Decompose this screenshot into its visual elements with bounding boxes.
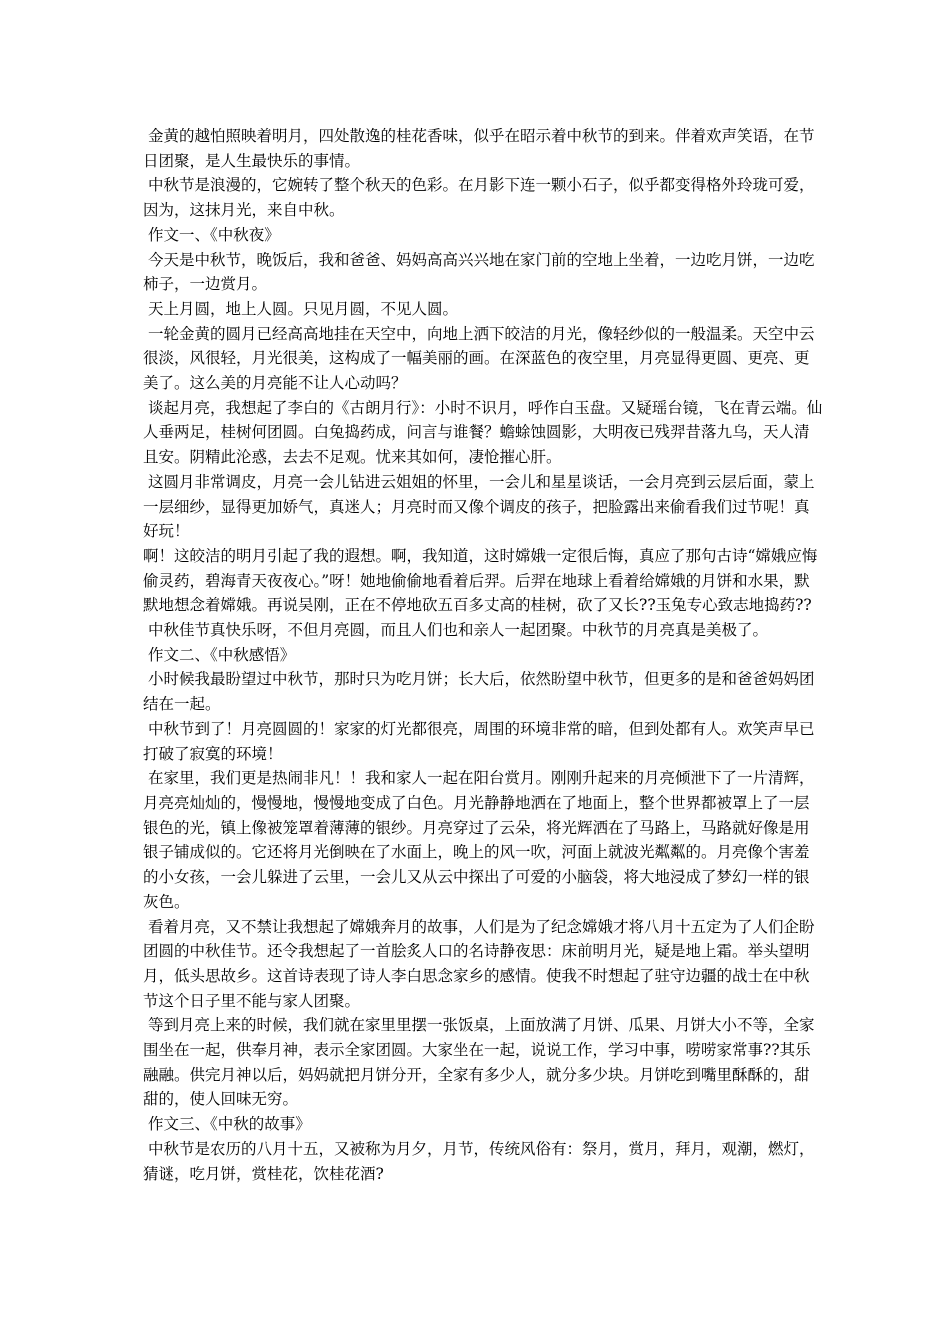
paragraph: 等到月亮上来的时候，我们就在家里里摆一张饭桌，上面放满了月饼、瓜果、月饼大小不等，全家围坐在一起，供奉月神，表示全家团圆。大家坐在一起，说说工作，学习中事，唠唠家常事??其乐融融。供完月神以后，妈妈就把月饼分开，全家有多少人，就分多少块。月饼吃到嘴里酥酥的，甜甜的，使人回味无穷。 [143,1016,815,1109]
section-heading: 作文二、《中秋感悟》 [143,645,296,664]
paragraph: 看着月亮，又不禁让我想起了嫦娥奔月的故事，人们是为了纪念嫦娥才将八月十五定为了人们企盼团圆的中秋佳节。还令我想起了一首脍炙人口的名诗静夜思：床前明月光，疑是地上霜。举头望明月，低头思故乡。这首诗表现了诗人李白思念家乡的感情。使我不时想起了驻守边疆的战士在中秋节这个日子里不能与家人团聚。 [143,917,815,1010]
paragraph: 金黄的越怕照映着明月，四处散逸的桂花香味，似乎在昭示着中秋节的到来。伴着欢声笑语，在节日团聚，是人生最快乐的事情。 [143,127,815,170]
paragraph: 在家里，我们更是热闹非凡！！我和家人一起在阳台赏月。刚刚升起来的月亮倾泄下了一片清辉，月亮亮灿灿的，慢慢地，慢慢地变成了白色。月光静静地洒在了地面上，整个世界都被罩上了一层银色的光，镇上像被笼罩着薄薄的银纱。月亮穿过了云朵，将光辉洒在了马路上，马路就好像是用银子铺成似的。它还将月光倒映在了水面上，晚上的风一吹，河面上就波光粼粼的。月亮像个害羞的小女孩，一会儿躲进了云里，一会儿又从云中探出了可爱的小脑袋，将大地浸成了梦幻一样的银灰色。 [143,769,815,911]
paragraph: 一轮金黄的圆月已经高高地挂在天空中，向地上洒下皎洁的月光，像轻纱似的一般温柔。天空中云很淡，风很轻，月光很美，这构成了一幅美丽的画。在深蓝色的夜空里，月亮显得更圆、更亮、更美了。这么美的月亮能不让人心动吗？ [143,324,815,393]
paragraph: 中秋佳节真快乐呀，不但月亮圆，而且人们也和亲人一起团聚。中秋节的月亮真是美极了。 [143,621,768,640]
section-heading: 作文三、《中秋的故事》 [143,1115,311,1134]
paragraph: 谈起月亮，我想起了李白的《古朗月行》：小时不识月，呼作白玉盘。又疑瑶台镜，飞在青云端。仙人垂两足，桂树何团圆。白兔捣药成，问言与谁餐？蟾蜍蚀圆影，大明夜已残羿昔落九乌，天人清且安。阴精此沦惑，去去不足观。忧来其如何，凄怆摧心肝。 [143,398,823,467]
paragraph: 这圆月非常调皮，月亮一会儿钻进云姐姐的怀里，一会儿和星星谈话，一会月亮到云层后面，蒙上一层细纱，显得更加娇气，真迷人；月亮时而又像个调皮的孩子，把脸露出来偷看我们过节呢！真好玩！ [143,472,815,541]
paragraph: 中秋节到了！月亮圆圆的！家家的灯光都很亮，周围的环境非常的暗，但到处都有人。欢笑声早已打破了寂寞的环境！ [143,719,815,763]
document-body [143,124,823,1186]
paragraph: 今天是中秋节，晚饭后，我和爸爸、妈妈高高兴兴地在家门前的空地上坐着，一边吃月饼，一边吃柿子，一边赏月。 [143,250,815,294]
paragraph: 中秋节是浪漫的，它婉转了整个秋天的色彩。在月影下连一颗小石子，似乎都变得格外玲珑可爱，因为，这抹月光，来自中秋。 [143,176,815,220]
paragraph: 啊！这皎洁的明月引起了我的遐想。啊，我知道，这时嫦娥一定很后悔，真应了那句古诗“嫦娥应悔偷灵药，碧海青天夜夜心。”呀！她地偷偷地看着后羿。后羿在地球上看着给嫦娥的月饼和水果，默默地想念着嫦娥。再说吴刚，正在不停地砍五百多丈高的桂树，砍了又长??玉兔专心致志地捣药?? [143,546,818,615]
paragraph: 天上月圆，地上人圆。只见月圆，不见人圆。 [143,299,458,318]
paragraph: 小时候我最盼望过中秋节，那时只为吃月饼；长大后，依然盼望中秋节，但更多的是和爸爸妈妈团结在一起。 [143,670,815,714]
section-heading: 作文一、《中秋夜》 [143,225,280,244]
paragraph: 中秋节是农历的八月十五，又被称为月夕，月节，传统风俗有：祭月，赏月，拜月，观潮，燃灯，猜谜，吃月饼，赏桂花，饮桂花酒? [143,1139,815,1183]
